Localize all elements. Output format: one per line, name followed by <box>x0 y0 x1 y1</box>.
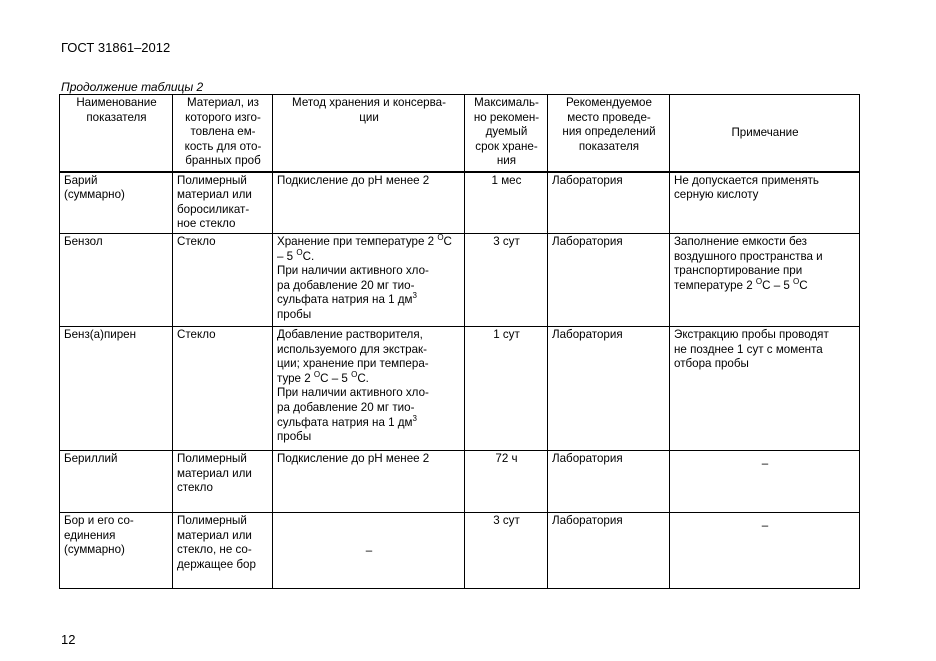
table-continuation-caption: Продолжение таблицы 2 <box>61 80 204 94</box>
table-row <box>60 234 860 327</box>
storage-conditions-table <box>59 94 860 589</box>
table-header-row <box>60 95 860 172</box>
cell-material: Стекло <box>173 327 273 451</box>
degree-sign: O <box>313 369 321 379</box>
column-header: Рекомендуемое место проведе- ния определений показателя <box>548 95 670 172</box>
cell-name: Бенз(а)пирен <box>60 327 173 451</box>
method-text: С. <box>302 249 315 263</box>
column-header: Примечание <box>670 95 860 172</box>
cell-note <box>670 234 860 327</box>
column-header: Максималь- но рекомен- дуемый срок хране- ния <box>465 95 548 172</box>
cell-place: Лаборатория <box>548 234 670 327</box>
cell-method <box>273 327 465 451</box>
cell-name: Бензол <box>60 234 173 327</box>
method-text: С – 5 <box>320 371 352 385</box>
note-text: Заполнение емкости без воздушного пространства и транспортирование при температуре 2 <box>674 235 823 292</box>
cell-name: Бериллий <box>60 451 173 513</box>
cell-term: 3 сут <box>465 513 548 589</box>
cell-name: Бор и его со- единения (суммарно) <box>60 513 173 589</box>
table-row <box>60 327 860 451</box>
table-row <box>60 451 860 513</box>
cell-place: Лаборатория <box>548 327 670 451</box>
cell-name: Барий (суммарно) <box>60 172 173 234</box>
cell-method: Подкисление до pH менее 2 <box>273 172 465 234</box>
degree-sign: O <box>793 276 800 286</box>
cell-term: 1 сут <box>465 327 548 451</box>
method-text: При наличии активного хло- ра добавление 20 мг тио- сульфата натрия на 1 дм <box>277 264 429 307</box>
cell-note: – <box>670 451 860 513</box>
method-text: Добавление растворителя, используемого для экстрак- ции; хранение при темпера- туре 2 <box>277 328 429 385</box>
cell-note: Не допускается применять серную кислоту <box>670 172 860 234</box>
cell-material: Полимерный материал или боросиликат- ное стекло <box>173 172 273 234</box>
method-text: пробы <box>277 430 312 444</box>
method-text: С. <box>357 371 369 385</box>
cell-place: Лаборатория <box>548 172 670 234</box>
degree-sign: O <box>296 247 303 257</box>
method-text: пробы <box>277 307 312 321</box>
note-text: С <box>799 278 808 292</box>
cell-term: 72 ч <box>465 451 548 513</box>
cell-material: Стекло <box>173 234 273 327</box>
degree-sign: O <box>351 369 358 379</box>
method-text: Хранение при температуре 2 <box>277 235 438 248</box>
cell-material: Полимерный материал или стекло, не со- держащее бор <box>173 513 273 589</box>
cell-material: Полимерный материал или стекло <box>173 451 273 513</box>
cell-place: Лаборатория <box>548 513 670 589</box>
column-header: Метод хранения и консерва- ции <box>273 95 465 172</box>
cell-note: – <box>670 513 860 589</box>
degree-sign: O <box>437 233 444 243</box>
cell-method <box>273 234 465 327</box>
cell-term: 3 сут <box>465 234 548 327</box>
table-row <box>60 172 860 234</box>
cell-method: – <box>273 513 465 589</box>
method-text: При наличии активного хло- ра добавление 20 мг тио- сульфата натрия на 1 дм <box>277 386 429 429</box>
document-code: ГОСТ 31861–2012 <box>61 40 171 55</box>
degree-sign: O <box>755 276 763 286</box>
column-header: Материал, из которого изго- товлена ем- кость для ото- бранных проб <box>173 95 273 172</box>
cell-term: 1 мес <box>465 172 548 234</box>
superscript-3: 3 <box>412 413 417 423</box>
cell-note: Экстракцию пробы проводят не позднее 1 сут с момента отбора пробы <box>670 327 860 451</box>
cell-place: Лаборатория <box>548 451 670 513</box>
method-text: С – 5 <box>277 235 452 263</box>
cell-method: Подкисление до pH менее 2 <box>273 451 465 513</box>
table-row <box>60 513 860 589</box>
page-number: 12 <box>61 632 76 647</box>
superscript-3: 3 <box>412 291 417 301</box>
column-header: Наименование показателя <box>60 95 173 172</box>
note-text: С – 5 <box>762 278 794 292</box>
